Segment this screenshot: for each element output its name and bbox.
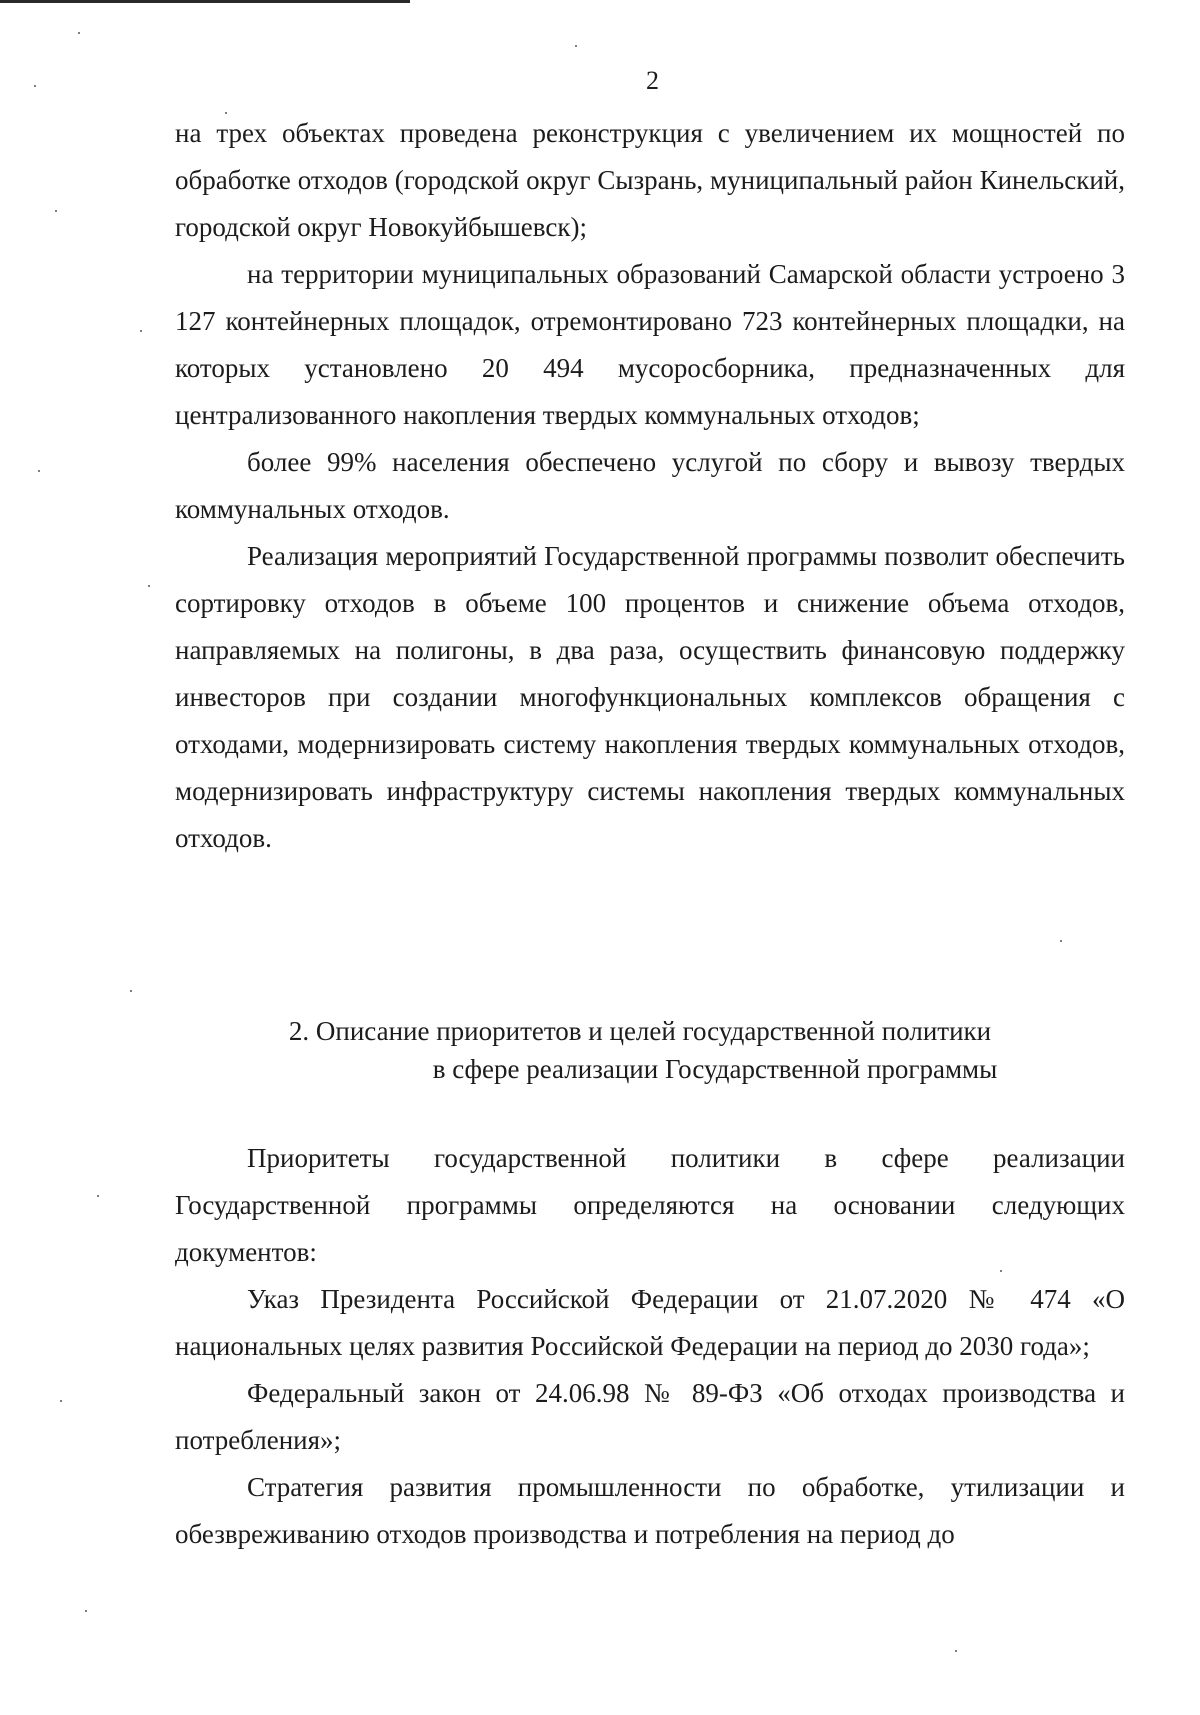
paragraph-strategy: Стратегия развития промышленности по обработке, утилизации и обезвреживанию отходов производства и потребления на период до [175,1472,1125,1549]
paragraph-reconstruction: на трех объектах проведена реконструкция с увеличением их мощностей по обработке отходов (городской округ Сызрань, муниципальный район Кинельский, городской округ Новокуйбышевск); [175,118,1125,242]
section-heading-line-2: в сфере реализации Государственной программы [432,1054,998,1084]
paragraph-container-sites: на территории муниципальных образований Самарской области устроено 3 127 контейнерных площадок, отремонтировано 723 контейнерных площадки, на которых установлено 20 494 мусоросборника, предназначенных для централизованного накопления твердых коммунальных отходов; [175,259,1125,430]
scan-speck [85,1610,87,1612]
scan-speck [38,470,40,472]
paragraph-presidential-decree: Указ Президента Российской Федерации от 21.07.2020 № 474 «О национальных целях развития Российской Федерации на период до 2030 года»; [175,1284,1125,1361]
scan-speck [78,32,80,34]
scan-speck [34,85,36,87]
scan-speck [148,585,150,587]
scan-speck [55,210,57,212]
scan-speck [140,330,142,332]
scan-speck [225,112,227,114]
section-1-text [175,110,1125,862]
section-heading-line-1: 2. Описание приоритетов и целей государственной политики [288,1016,992,1046]
scan-speck [1000,1270,1002,1272]
scan-speck [60,1400,62,1402]
scan-speck [97,1195,99,1197]
paragraph-federal-law: Федеральный закон от 24.06.98 № 89-ФЗ «Об отходах производства и потребления»; [175,1378,1125,1455]
scan-speck [575,45,577,47]
section-heading [175,1012,1125,1088]
scan-speck [955,1650,957,1652]
section-2-text [175,1135,1125,1558]
scan-speck [130,990,132,992]
paragraph-priorities: Приоритеты государственной политики в сфере реализации Государственной программы определяются на основании следующих документов: [175,1143,1125,1267]
scan-speck [1060,940,1062,942]
paragraph-program-outcomes: Реализация мероприятий Государственной программы позволит обеспечить сортировку отходов в объеме 100 процентов и снижение объема отходов, направляемых на полигоны, в два раза, осуществить финансовую поддержку инвесторов при создании многофункциональных комплексов обращения с отходами, модернизировать систему накопления твердых коммунальных отходов, модернизировать инфраструктуру системы накопления твердых коммунальных отходов. [175,541,1125,853]
paragraph-population-coverage: более 99% населения обеспечено услугой по сбору и вывозу твердых коммунальных отходов. [175,447,1125,524]
page-number: 2 [646,66,659,95]
scan-edge-rule [0,0,410,3]
